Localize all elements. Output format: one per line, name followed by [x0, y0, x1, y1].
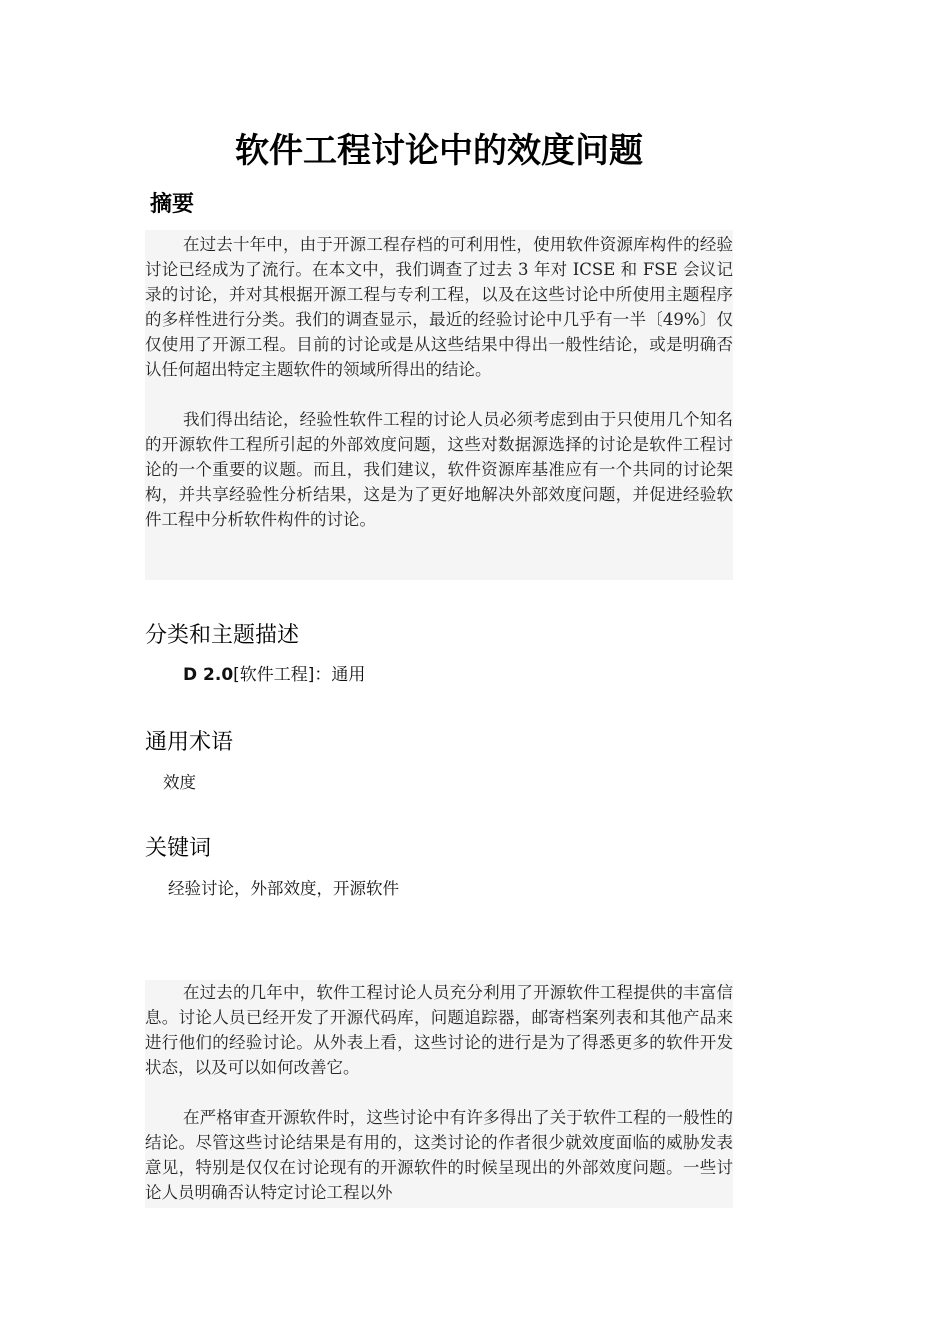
general-terms: 效度 — [163, 773, 196, 792]
body-block — [145, 980, 733, 1208]
abstract-paragraph-2: 我们得出结论，经验性软件工程的讨论人员必须考虑到由于只使用几个知名的开源软件工程所引起的外部效度问题，这些对数据源选择的讨论是软件工程讨论的一个重要的议题。而且，我们建议，软件资源库基准应有一个共同的讨论架构，并共享经验性分析结果，这是为了更好地解决外部效度问题，并促进经验软件工程中分析软件构件的讨论。 — [145, 410, 733, 529]
classification-text: [软件工程]：通用 — [233, 665, 366, 685]
body-paragraph-2: 在严格审查开源软件时，这些讨论中有许多得出了关于软件工程的一般性的结论。尽管这些讨论结果是有用的，这类讨论的作者很少就效度面临的威胁发表意见，特别是仅仅在讨论现有的开源软件的时候呈现出的外部效度问题。一些讨论人员明确否认特定讨论工程以外 — [145, 1108, 733, 1202]
keywords-heading: 关键词 — [145, 836, 212, 861]
classification-entry — [183, 662, 365, 688]
classification-heading: 分类和主题描述 — [145, 623, 300, 648]
document-title: 软件工程讨论中的效度问题 — [235, 131, 643, 171]
body-paragraph-1: 在过去的几年中，软件工程讨论人员充分利用了开源软件工程提供的丰富信息。讨论人员已经开发了开源代码库，问题追踪器，邮寄档案列表和其他产品来进行他们的经验讨论。从外表上看，这些讨论的进行是为了得悉更多的软件开发状态，以及可以如何改善它。 — [145, 983, 733, 1077]
abstract-block — [145, 230, 733, 580]
classification-code: D 2.0 — [183, 665, 234, 685]
keywords: 经验讨论，外部效度，开源软件 — [168, 879, 399, 898]
abstract-paragraph-1: 在过去十年中，由于开源工程存档的可利用性，使用软件资源库构件的经验讨论已经成为了流行。在本文中，我们调查了过去 3 年对 ICSE 和 FSE 会议记录的讨论，并对其根据开源工程与专利工程，以及在这些讨论中所使用主题程序的多样性进行分类。我们的调查显示，最近的经验讨论中几乎有一半〔49%〕仅仅使用了开源工程。目前的讨论或是从这些结果中得出一般性结论，或是明确否认任何超出特定主题软件的领域所得出的结论。 — [145, 235, 733, 379]
abstract-heading: 摘要 — [150, 192, 195, 217]
general-terms-heading: 通用术语 — [145, 730, 234, 755]
